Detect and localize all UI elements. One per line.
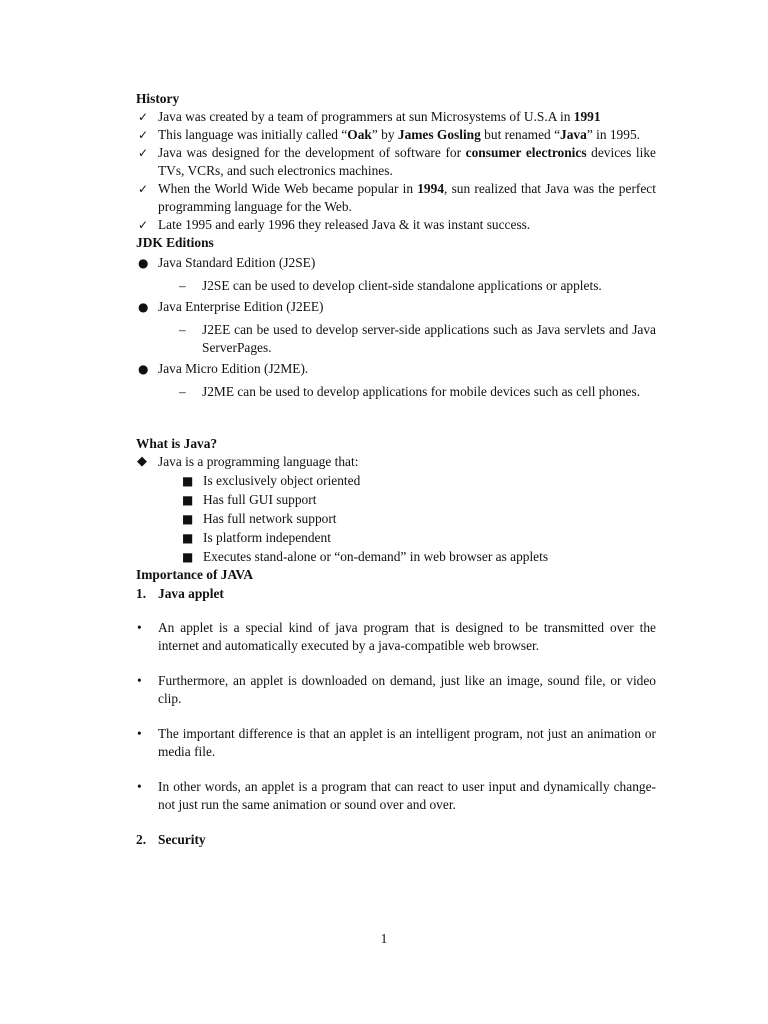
dash-icon: – xyxy=(179,278,186,293)
checkmark-icon: ✓ xyxy=(138,146,149,160)
bullet-icon: ● xyxy=(138,362,149,376)
bullet-icon: ● xyxy=(138,300,149,314)
document-page xyxy=(136,90,656,849)
checkmark-icon: ✓ xyxy=(138,128,149,142)
edition-description: – J2EE can be used to develop server-side applications such as Java servlets and Java ServerPages. xyxy=(179,322,656,355)
bullet-icon: ● xyxy=(138,256,149,270)
bullet-icon: • xyxy=(137,726,142,741)
checkmark-icon: ✓ xyxy=(138,182,149,196)
feature-item: ■ Executes stand-alone or “on-demand” in web browser as applets xyxy=(182,549,549,564)
square-bullet-icon: ■ xyxy=(182,550,194,564)
what-is-java-heading: What is Java? xyxy=(136,436,218,451)
feature-item: ■ Has full GUI support xyxy=(182,492,317,507)
checkmark-icon: ✓ xyxy=(138,218,149,232)
applet-point: • The important difference is that an applet is an intelligent program, not just an animation or media file. xyxy=(137,726,656,759)
edition-description: – J2ME can be used to develop applications for mobile devices such as cell phones. xyxy=(179,384,641,399)
applet-point: • An applet is a special kind of java program that is designed to be transmitted over the internet and automatically executed by a java-compatible web browser. xyxy=(137,620,656,653)
page-number: 1 xyxy=(380,931,388,946)
section-heading-security: 2. Security xyxy=(136,832,206,847)
history-item: ✓ This language was initially called “Oak” by James Gosling but renamed “Java” in 1995. xyxy=(138,127,640,142)
applet-point: • Furthermore, an applet is downloaded on demand, just like an image, sound file, or video clip. xyxy=(137,673,656,706)
bullet-icon: • xyxy=(137,673,142,688)
history-item: ✓ Java was created by a team of programmers at sun Microsystems of U.S.A in 1991 xyxy=(138,109,601,124)
dash-icon: – xyxy=(179,384,186,399)
history-item: ✓ When the World Wide Web became popular in 1994, sun realized that Java was the perfect programming language for the Web. xyxy=(138,181,656,214)
bullet-icon: • xyxy=(137,620,142,635)
square-bullet-icon: ■ xyxy=(182,493,194,507)
history-item: ✓ Java was designed for the development of software for consumer electronics devices like TVs, VCRs, and such electronics machines. xyxy=(138,145,657,178)
feature-item: ■ Is exclusively object oriented xyxy=(182,473,361,488)
edition-item: ● Java Micro Edition (J2ME). xyxy=(138,361,309,376)
feature-item: ■ Is platform independent xyxy=(182,530,331,545)
history-heading: History xyxy=(136,91,180,106)
feature-item: ■ Has full network support xyxy=(182,511,337,526)
dash-icon: – xyxy=(179,322,186,337)
square-bullet-icon: ■ xyxy=(182,512,194,526)
bullet-icon: • xyxy=(137,779,142,794)
edition-item: ● Java Standard Edition (J2SE) xyxy=(138,255,316,270)
history-item: ✓ Late 1995 and early 1996 they released Java & it was instant success. xyxy=(138,217,531,232)
square-bullet-icon: ■ xyxy=(182,531,194,545)
section-heading-applet: 1. Java applet xyxy=(136,586,224,601)
diamond-icon: ◆ xyxy=(137,454,147,469)
checkmark-icon: ✓ xyxy=(138,110,149,124)
edition-description: – J2SE can be used to develop client-side standalone applications or applets. xyxy=(179,278,602,293)
edition-item: ● Java Enterprise Edition (J2EE) xyxy=(138,299,324,314)
square-bullet-icon: ■ xyxy=(182,474,194,488)
importance-heading: Importance of JAVA xyxy=(136,567,254,582)
jdk-editions-heading: JDK Editions xyxy=(136,235,214,250)
what-intro: ◆ Java is a programming language that: xyxy=(137,454,359,469)
applet-point: • In other words, an applet is a program that can react to user input and dynamically change-not just run the same animation or sound over and over. xyxy=(137,779,656,812)
